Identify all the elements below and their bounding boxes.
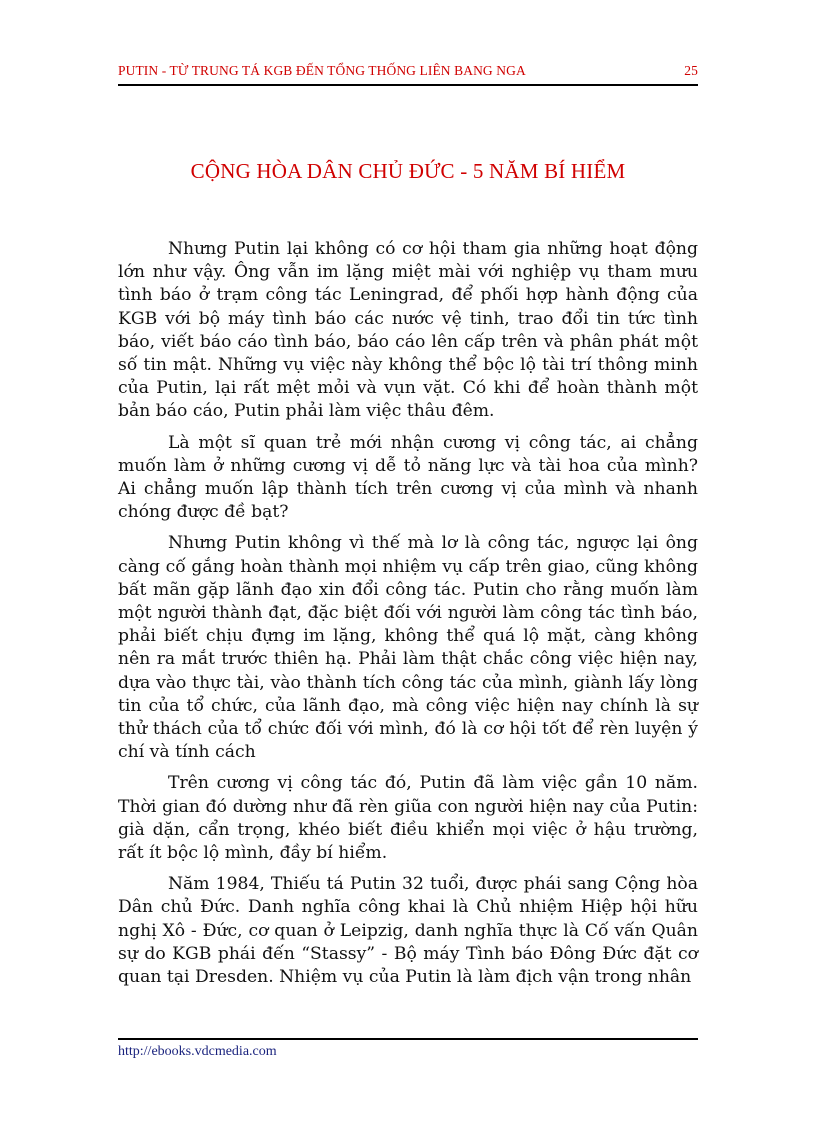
paragraph: Nhưng Putin không vì thế mà lơ là công tác, ngược lại ông càng cố gắng hoàn thành mọi nhiệm vụ cấp trên giao, cũng không bất mãn gặp lãnh đạo xin đổi công tác. Putin cho rằng muốn làm một người thành đạt, đặc biệt đối với người làm công tác tình báo, phải biết chịu đựng im lặng, không thể quá lộ mặt, càng không nên ra mắt trước thiên hạ. Phải làm thật chắc công việc hiện nay, dựa vào thực tài, vào thành tích công tác của mình, giành lấy lòng tin của tổ chức, của lãnh đạo, mà công việc hiện nay chính là sự thử thách của tổ chức đối với mình, đó là cơ hội tốt để rèn luyện ý chí và tính cách — [118, 533, 698, 763]
paragraph: Năm 1984, Thiếu tá Putin 32 tuổi, được phái sang Cộng hòa Dân chủ Đức. Danh nghĩa công khai là Chủ nhiệm Hiệp hội hữu nghị Xô - Đức, cơ quan ở Leipzig, danh nghĩa thực là Cố vấn Quân sự do KGB phái đến “Stassy” - Bộ máy Tình báo Đông Đức đặt cơ quan tại Dresden. Nhiệm vụ của Putin là làm địch vận trong nhân — [118, 874, 698, 988]
footer-divider — [118, 1038, 698, 1040]
page-number: 25 — [684, 63, 698, 78]
body-text — [118, 238, 698, 997]
chapter-title: CỘNG HÒA DÂN CHỦ ĐỨC - 5 NĂM BÍ HIỂM — [190, 159, 626, 183]
header-divider — [118, 84, 698, 86]
running-title: PUTIN - TỪ TRUNG TÁ KGB ĐẾN TỔNG THỐNG LIÊN BANG NGA — [118, 63, 526, 78]
paragraph: Là một sĩ quan trẻ mới nhận cương vị công tác, ai chẳng muốn làm ở những cương vị dễ tỏ năng lực và tài hoa của mình? Ai chẳng muốn lập thành tích trên cương vị của mình và nhanh chóng được đề bạt? — [118, 432, 698, 523]
paragraph: Nhưng Putin lại không có cơ hội tham gia những hoạt động lớn như vậy. Ông vẫn im lặng miệt mài với nghiệp vụ tham mưu tình báo ở trạm công tác Leningrad, để phối hợp hành động của KGB với bộ máy tình báo các nước vệ tinh, trao đổi tin tức tình báo, viết báo cáo tình báo, báo cáo lên cấp trên và phân phát một số tin mật. Những vụ việc này không thể bộc lộ tài trí thông minh của Putin, lại rất mệt mỏi và vụn vặt. Có khi để hoàn thành một bản báo cáo, Putin phải làm việc thâu đêm. — [118, 239, 698, 422]
paragraph: Trên cương vị công tác đó, Putin đã làm việc gần 10 năm. Thời gian đó dường như đã rèn giũa con người hiện nay của Putin: già dặn, cẩn trọng, khéo biết điều khiển mọi việc ở hậu trường, rất ít bộc lộ mình, đầy bí hiểm. — [118, 773, 698, 864]
footer-link[interactable]: http://ebooks.vdcmedia.com — [118, 1044, 277, 1059]
running-header — [118, 63, 698, 79]
